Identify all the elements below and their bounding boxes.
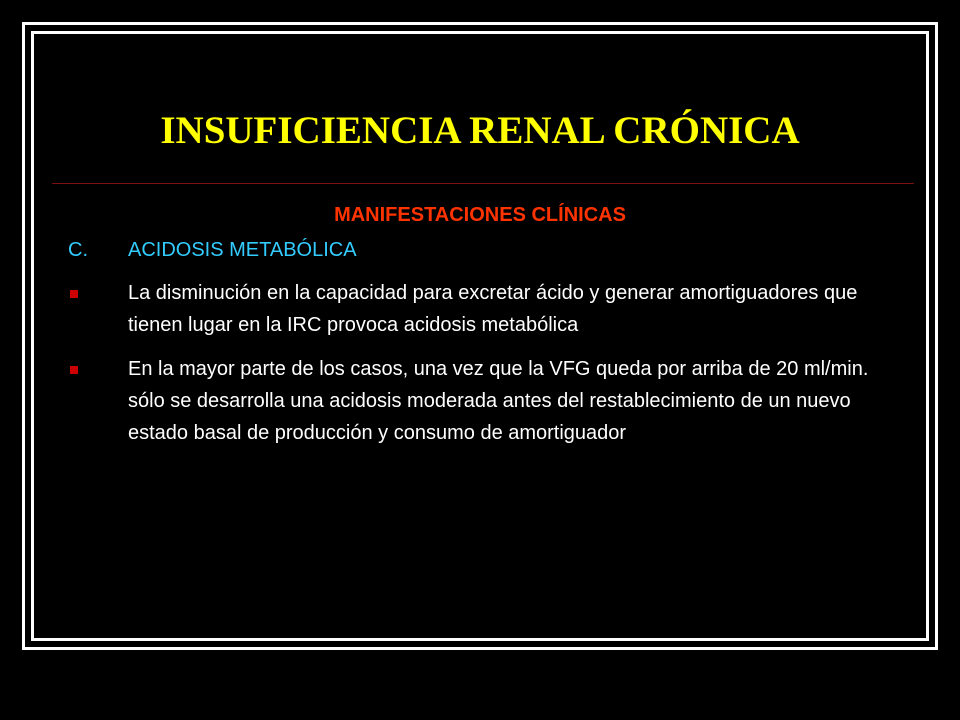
square-bullet-icon — [70, 290, 78, 298]
bullet-item — [68, 353, 898, 449]
bullet-list — [68, 277, 898, 461]
section-label: ACIDOSIS METABÓLICA — [128, 239, 357, 261]
bullet-text: En la mayor parte de los casos, una vez que la VFG queda por arriba de 20 ml/min. sólo se desarrolla una acidosis moderada antes del restablecimiento de un nuevo estado basal de producción y consumo de amortiguador — [128, 358, 869, 444]
section-letter: C. — [68, 239, 88, 261]
slide-subtitle: MANIFESTACIONES CLÍNICAS — [334, 204, 626, 226]
bullet-text: La disminución en la capacidad para excretar ácido y generar amortiguadores que tienen lugar en la IRC provoca acidosis metabólica — [128, 282, 858, 336]
title-divider — [52, 183, 914, 184]
bullet-item — [68, 277, 898, 341]
square-bullet-icon — [70, 366, 78, 374]
slide-title: INSUFICIENCIA RENAL CRÓNICA — [160, 109, 800, 152]
